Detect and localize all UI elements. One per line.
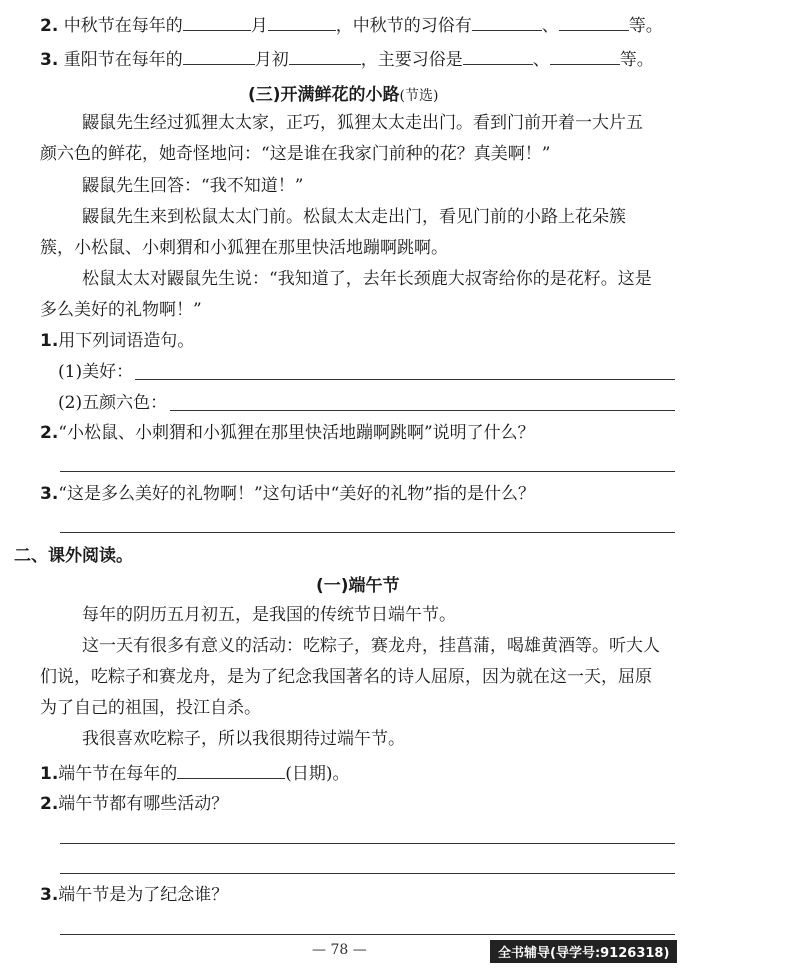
question-number: 3.: [40, 484, 59, 504]
question-number: 3.: [40, 50, 59, 70]
answer-blank[interactable]: [463, 48, 533, 65]
question-text: 、: [532, 50, 550, 70]
sub-question-a: (1)美好：: [58, 362, 134, 382]
section-title: [248, 80, 438, 105]
question-number: 2.: [40, 423, 59, 443]
answer-line[interactable]: [170, 410, 675, 411]
part-title: 二、课外阅读。: [14, 546, 133, 566]
passage-line: 这一天有很多有意义的活动：吃粽子，赛龙舟，挂菖蒲，喝雄黄酒等。听大人: [82, 636, 660, 656]
answer-blank[interactable]: [550, 48, 620, 65]
answer-blank[interactable]: [559, 14, 629, 31]
question-text: (日期)。: [285, 764, 350, 784]
answer-blank[interactable]: [268, 14, 336, 31]
sub-question-b: (2)五颜六色：: [58, 393, 168, 413]
answer-line[interactable]: [60, 873, 675, 874]
section-title-text: (三)开满鲜花的小路: [248, 85, 400, 105]
answer-blank[interactable]: [177, 762, 285, 779]
answer-blank[interactable]: [183, 14, 251, 31]
question-text: 月初: [254, 50, 289, 70]
question-text: 月: [250, 16, 268, 36]
passage-line: 簇，小松鼠、小刺猬和小狐狸在那里快活地蹦啊跳啊。: [40, 238, 448, 258]
passage-line: 鼹鼠先生来到松鼠太太门前。松鼠太太走出门，看见门前的小路上花朵簇: [82, 207, 626, 227]
passage-line: 多么美好的礼物啊！”: [40, 300, 202, 320]
question-text: “小松鼠、小刺猬和小狐狸在那里快活地蹦啊跳啊”说明了什么？: [58, 423, 535, 443]
answer-line[interactable]: [60, 532, 675, 533]
question-text: 、: [541, 16, 559, 36]
passage-line: 松鼠太太对鼹鼠先生说：“我知道了，去年长颈鹿大叔寄给你的是花籽。这是: [82, 269, 652, 289]
answer-line[interactable]: [135, 379, 675, 380]
question-2: [40, 422, 535, 444]
question-text: “这是多么美好的礼物啊！”这句话中“美好的礼物”指的是什么？: [58, 484, 536, 504]
question-2: [40, 793, 228, 815]
answer-line[interactable]: [60, 843, 675, 844]
passage-line: 每年的阴历五月初五，是我国的传统节日端午节。: [82, 605, 456, 625]
question-3: [40, 884, 228, 906]
question-number: 1.: [40, 331, 59, 351]
passage-line: 鼹鼠先生经过狐狸太太家，正巧，狐狸太太走出门。看到门前开着一大片五: [82, 113, 643, 133]
question-1: [40, 762, 350, 785]
passage-line: 我很喜欢吃粽子，所以我很期待过端午节。: [82, 729, 405, 749]
question-text: ，主要习俗是: [360, 50, 463, 70]
question-text: 重阳节在每年的: [63, 50, 183, 70]
section-title-note: (节选): [399, 88, 439, 104]
question-3: [40, 48, 654, 71]
question-text: 端午节是为了纪念谁？: [58, 885, 229, 905]
answer-line[interactable]: [60, 471, 675, 472]
passage-line: 颜六色的鲜花，她奇怪地问：“这是谁在我家门前种的花？真美啊！”: [40, 144, 551, 164]
answer-blank[interactable]: [289, 48, 361, 65]
answer-line[interactable]: [60, 934, 675, 935]
page-number: — 78 —: [312, 942, 367, 958]
question-text: ，中秋节的习俗有: [335, 16, 472, 36]
question-3: [40, 483, 535, 505]
passage-line: 们说，吃粽子和赛龙舟，是为了纪念我国著名的诗人屈原，因为就在这一天，屈原: [40, 667, 652, 687]
answer-blank[interactable]: [183, 48, 255, 65]
question-number: 3.: [40, 885, 59, 905]
question-text: 端午节在每年的: [58, 764, 178, 784]
question-text: 等。: [619, 50, 654, 70]
passage-line: 为了自己的祖国，投江自杀。: [40, 698, 261, 718]
question-number: 2.: [40, 16, 59, 36]
question-2: [40, 14, 663, 37]
passage-line: 鼹鼠先生回答：“我不知道！”: [82, 176, 304, 196]
answer-blank[interactable]: [472, 14, 542, 31]
question-text: 端午节都有哪些活动？: [58, 794, 229, 814]
footer-badge: 全书辅导(导学号:9126318): [490, 940, 677, 963]
question-1: [40, 330, 194, 352]
question-text: 等。: [628, 16, 663, 36]
question-number: 2.: [40, 794, 59, 814]
question-number: 1.: [40, 764, 59, 784]
question-text: 用下列词语造句。: [58, 331, 195, 351]
question-text: 中秋节在每年的: [63, 16, 183, 36]
section-title: (一)端午节: [316, 576, 400, 596]
